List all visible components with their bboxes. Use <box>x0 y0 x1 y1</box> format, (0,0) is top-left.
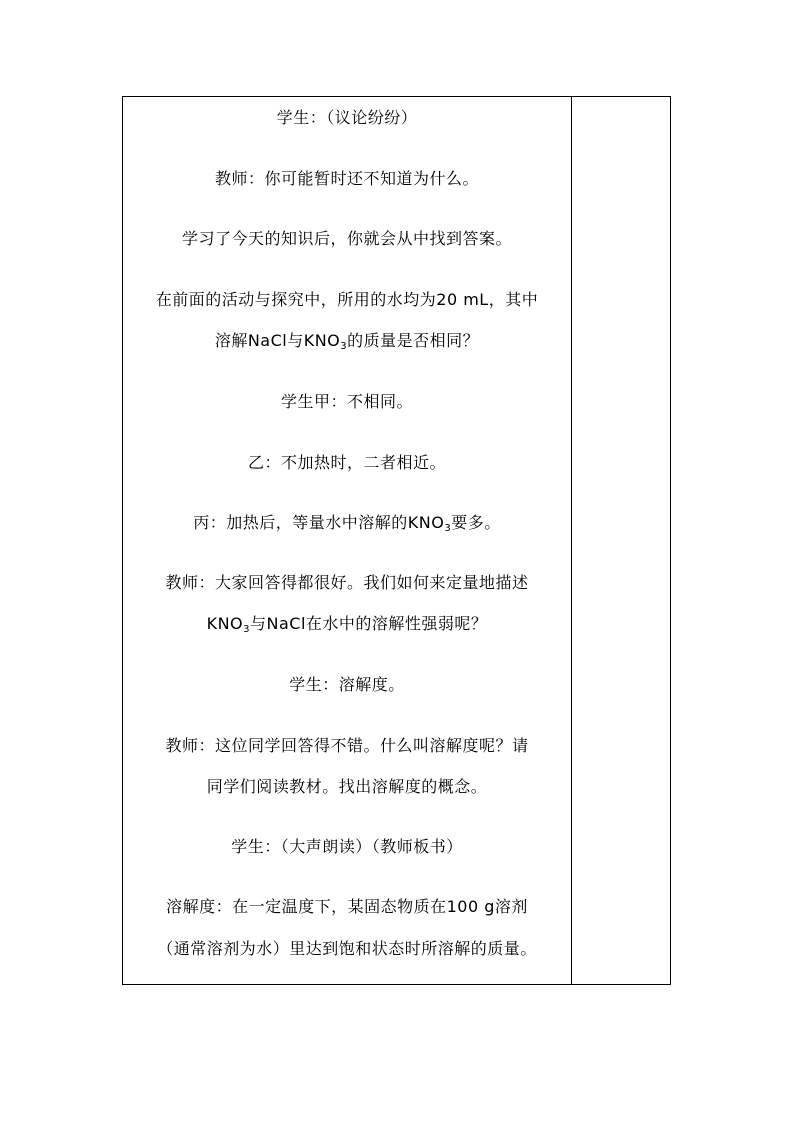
text-line: 学生：（议论纷纷） <box>276 108 418 127</box>
text-line: 在前面的活动与探究中，所用的水均为20 mL，其中 <box>155 290 539 309</box>
lesson-table <box>122 96 671 985</box>
text-line: 教师：你可能暂时还不知道为什么。 <box>214 169 479 188</box>
notes-cell <box>572 97 670 984</box>
text-line: 教师：这位同学回答得不错。什么叫溶解度呢？请 <box>165 736 529 755</box>
dialogue-cell <box>123 97 571 984</box>
text-line: $KNO_3$与NaCl在水中的溶解性强弱呢？ <box>206 614 488 635</box>
text-line: （通常溶剂为水）里达到饱和状态时所溶解的质量。 <box>157 939 537 958</box>
text-line: 乙：不加热时，二者相近。 <box>247 453 446 472</box>
text-line: 学生：（大声朗读）（教师板书） <box>231 837 463 856</box>
text-line: 教师：大家回答得都很好。我们如何来定量地描述 <box>165 573 529 592</box>
text-line: 同学们阅读教材。找出溶解度的概念。 <box>206 777 488 796</box>
text-line: 溶解度：在一定温度下，某固态物质在100 g溶剂 <box>166 897 528 916</box>
text-line: 溶解NaCl与$KNO_3$的质量是否相同？ <box>214 331 480 352</box>
text-line: 学习了今天的知识后，你就会从中找到答案。 <box>181 229 512 248</box>
text-line: 丙：加热后，等量水中溶解的$KNO_3$要多。 <box>193 513 501 534</box>
text-line: 学生：溶解度。 <box>289 675 405 694</box>
text-line: 学生甲：不相同。 <box>280 392 413 411</box>
